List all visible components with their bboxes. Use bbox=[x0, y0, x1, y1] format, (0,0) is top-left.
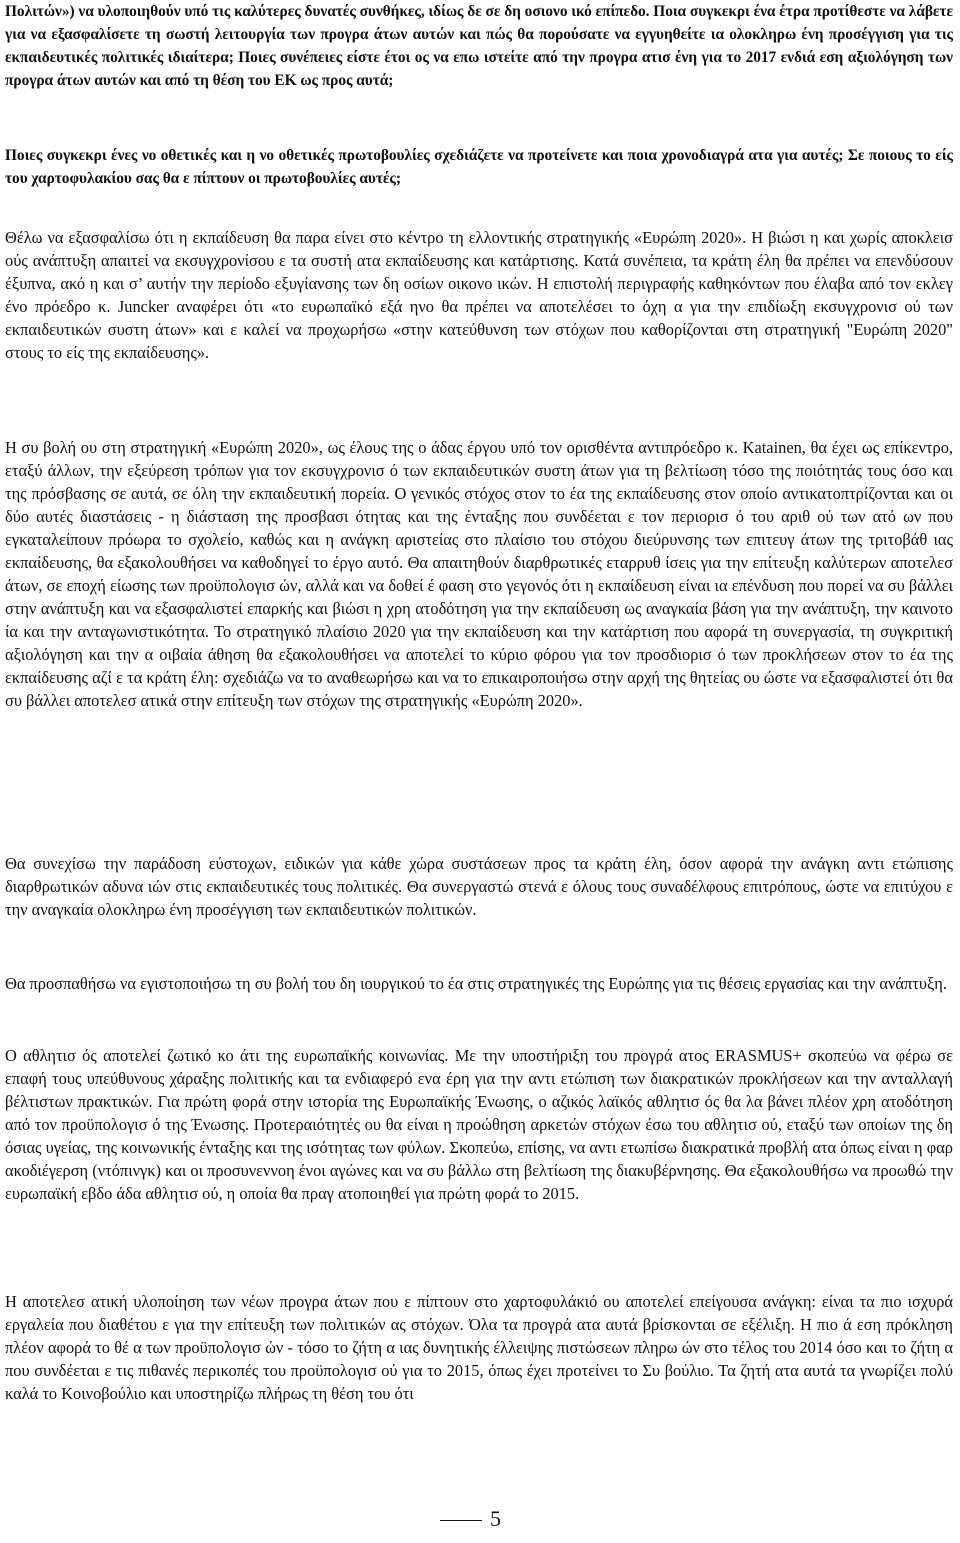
paragraph-3 bbox=[5, 852, 953, 921]
footer-dash bbox=[440, 1520, 482, 1521]
body-paragraph: Θα προσπαθήσω να εγιστοποιήσω τη συ βολή του δη ιουργικού το έα στις στρατηγικές της Ευρώπης για τις θέσεις εργασίας και την ανάπτυξη. bbox=[5, 974, 947, 993]
question-text: Ποιες συγκεκρι ένες νο οθετικές και η νο οθετικές πρωτοβουλίες σχεδιάζετε να προτείνετε και ποια χρονοδιαγρά ατα για αυτές; Σε ποιους το είς του χαρτοφυλακίου σας θα ε πίπτουν οι πρωτοβουλίες αυτές; bbox=[5, 147, 953, 187]
body-paragraph: Θα συνεχίσω την παράδοση εύστοχων, ειδικών για κάθε χώρα συστάσεων προς τα κράτη έλη, όσον αφορά την ανάγκη αντι ετώπισης διαρθρωτικών αδυνα ιών στις εκπαιδευτικές τους πολιτικές. Θα συνεργαστώ στενά ε όλους τους συναδέλφους επιτρόπους, ώστε να επιτύχου ε την αναγκαία ολοκληρω ένη προσέγγιση των εκπαιδευτικών πολιτικών. bbox=[5, 854, 953, 919]
paragraph-4 bbox=[5, 972, 953, 995]
question-block-2 bbox=[5, 144, 953, 190]
body-paragraph: Η αποτελεσ ατική υλοποίηση των νέων προγρα άτων που ε πίπτουν στο χαρτοφυλάκιό ου αποτελεί επείγουσα ανάγκη: είναι τα πιο ισχυρά εργαλεία που διαθέτου ε για την επίτευξη των πολιτικών ας στόχων. Όλα τα προγρά ατα αυτά βρίσκονται σε εξέλιξη. Η πιο ά εση πρόκληση πλέον αφορά το θέ α των προϋπολογισ ών - τόσο το ζήτη α ιας δυνητικής έλλειψης πιστώσεων πληρω ών στο τέλος του 2014 όσο και το ζήτη α που συνδέεται ε τις πιθανές περικοπές του προϋπολογισ ού για το 2015, όπως έχει προτείνει το Συ βούλιο. Τα ζητή ατα αυτά τα γνωρίζει πολύ καλά το Κοινοβούλιο και υποστηρίζω πλήρως τη θέση του ότι bbox=[5, 1292, 953, 1403]
page-number: 5 bbox=[490, 1506, 501, 1531]
question-block-1 bbox=[5, 0, 953, 92]
body-paragraph: Θέλω να εξασφαλίσω ότι η εκπαίδευση θα παρα είνει στο κέντρο τη ελλοντικής στρατηγικής «Ευρώπη 2020». Η βιώσι η και χωρίς αποκλεισ ούς ανάπτυξη απαιτεί να εκσυγχρονίσου ε τα συστή ατα εκπαίδευσης και κατάρτισης. Κατά συνέπεια, τα κράτη έλη θα πρέπει να επενδύσουν έξυπνα, ακό η και σ’ αυτήν την περίοδο εξυγίανσης των δη οσίων οικονο ικών. Η επιστολή περιγραφής καθηκόντων που έλαβα από τον εκλεγ ένο πρόεδρο κ. Juncker αναφέρει ότι «το ευρωπαϊκό εξά ηνο θα πρέπει να αποτελέσει το όχη α για την επιδίωξη εκσυγχρονισ ού των εκπαιδευτικών συστη άτων» και ε καλεί να προχωρήσω «στην κατεύθυνση των στόχων που καθορίζονται στη στρατηγική "Ευρώπη 2020" στους το είς της εκπαίδευσης». bbox=[5, 228, 953, 362]
page-footer bbox=[440, 1506, 530, 1532]
paragraph-5 bbox=[5, 1044, 953, 1205]
question-text: Πολιτών») να υλοποιηθούν υπό τις καλύτερες δυνατές συνθήκες, ιδίως δε σε δη οσιονο ικό επίπεδο. Ποια συγκεκρι ένα έτρα προτίθεστε να λάβετε για να εξασφαλίσετε τη σωστή λειτουργία των προγρα άτων αυτών και πώς θα πορούσατε να εγγυηθείτε ια ολοκληρω ένη προσέγγιση για τις εκπαιδευτικές πολιτικές ιδιαίτερα; Ποιες συνέπειες είστε έτοι ος να επω ιστείτε από την προγρα ατισ ένη για το 2017 ενδιά εση αξιολόγηση των προγρα άτων αυτών και από τη θέση του ΕΚ ως προς αυτά; bbox=[5, 3, 953, 89]
body-paragraph: Ο αθλητισ ός αποτελεί ζωτικό κο άτι της ευρωπαϊκής κοινωνίας. Με την υποστήριξη του προγρά ατος ERASMUS+ σκοπεύω να φέρω σε επαφή τους υπεύθυνους χάραξης πολιτικής και τα ενδιαφερό ενα έρη για την αντι ετώπιση των διακρατικών προκλήσεων και την ανταλλαγή βέλτιστων πρακτικών. Για πρώτη φορά στην ιστορία της Ευρωπαϊκής Ένωσης, ο αζικός λαϊκός αθλητισ ός θα λα βάνει πλέον χρη ατοδότηση από τον προϋπολογισ ό της Ένωσης. Προτεραιότητές ου θα είναι η προώθηση αρκετών στόχων έσω του αθλητισ ού, εταξύ των οποίων της δη όσιας υγείας, της κοινωνικής ένταξης και της ισότητας των φύλων. Σκοπεύω, επίσης, να αντι ετωπίσω διακρατικά προβλή ατα όπως είναι η φαρ ακοδιέγερση (ντόπινγκ) και οι προσυνεννοη ένοι αγώνες και να συ βάλλω στη βελτίωση της διακυβέρνησης. Θα εξακολουθήσω να προωθώ την ευρωπαϊκή εβδο άδα αθλητισ ού, η οποία θα πραγ ατοποιηθεί για πρώτη φορά το 2015. bbox=[5, 1046, 953, 1203]
body-paragraph: Η συ βολή ου στη στρατηγική «Ευρώπη 2020», ως έλους της ο άδας έργου υπό τον ορισθέντα αντιπρόεδρο κ. Katainen, θα έχει ως επίκεντρο, εταξύ άλλων, την εξεύρεση τρόπων για τον εκσυγχρονισ ό των εκπαιδευτικών συστη άτων για τη βελτίωση τόσο της ποιότητάς τους όσο και της πρόσβασης σε αυτά, σε όλη την εκπαιδευτική πορεία. Ο γενικός στόχος στον το έα της εκπαίδευσης στον οποίο αντικατοπτρίζονται και οι δύο αυτές διαστάσεις - η διάσταση της προσβασι ότητας και της ένταξης που συνδέεται ε τον περιορισ ό του αριθ ού των ατό ων που εγκαταλείπουν πρόωρα το σχολείο, καθώς και η ανάγκη αριστείας στο πλαίσιο του στόχου διεύρυνσης των επιτευγ άτων της τριτοβάθ ιας εκπαίδευσης, θα εξακολουθήσει να καθοδηγεί το έργο αυτό. Θα απαιτηθούν διαρθρωτικές εταρρυθ ίσεις για την επίτευξη καλύτερων αποτελεσ άτων, σε εποχή είωσης των προϋπολογισ ών, αλλά και να δοθεί έ φαση στο γεγονός ότι η εκπαίδευση είναι ια επένδυση που πορεί να συ βάλλει στην ανάπτυξη και να εξασφαλιστεί επαρκής και βιώσι η χρη ατοδότηση για την εκπαίδευση ως αναγκαία βάση για την ανάπτυξη, την καινοτο ία και την ανταγωνιστικότητα. Το στρατηγικό πλαίσιο 2020 για την εκπαίδευση και την κατάρτιση που αφορά τη συνεργασία, τη συγκριτική αξιολόγηση και την α οιβαία άθηση θα εξακολουθήσει να αποτελεί το κύριο φόρου για τον προσδιορισ ό των προκλήσεων στον το έα της εκπαίδευσης αζί ε τα κράτη έλη: σχεδιάζω να το αναθεωρήσω και να το επικαιροποιήσω στην αρχή της θητείας ου ώστε να εξασφαλιστεί ότι θα συ βάλλει αποτελεσ ατικά στην επίτευξη των στόχων της στρατηγικής «Ευρώπη 2020». bbox=[5, 438, 953, 710]
paragraph-1 bbox=[5, 226, 953, 364]
paragraph-6 bbox=[5, 1290, 953, 1405]
paragraph-2 bbox=[5, 436, 953, 712]
